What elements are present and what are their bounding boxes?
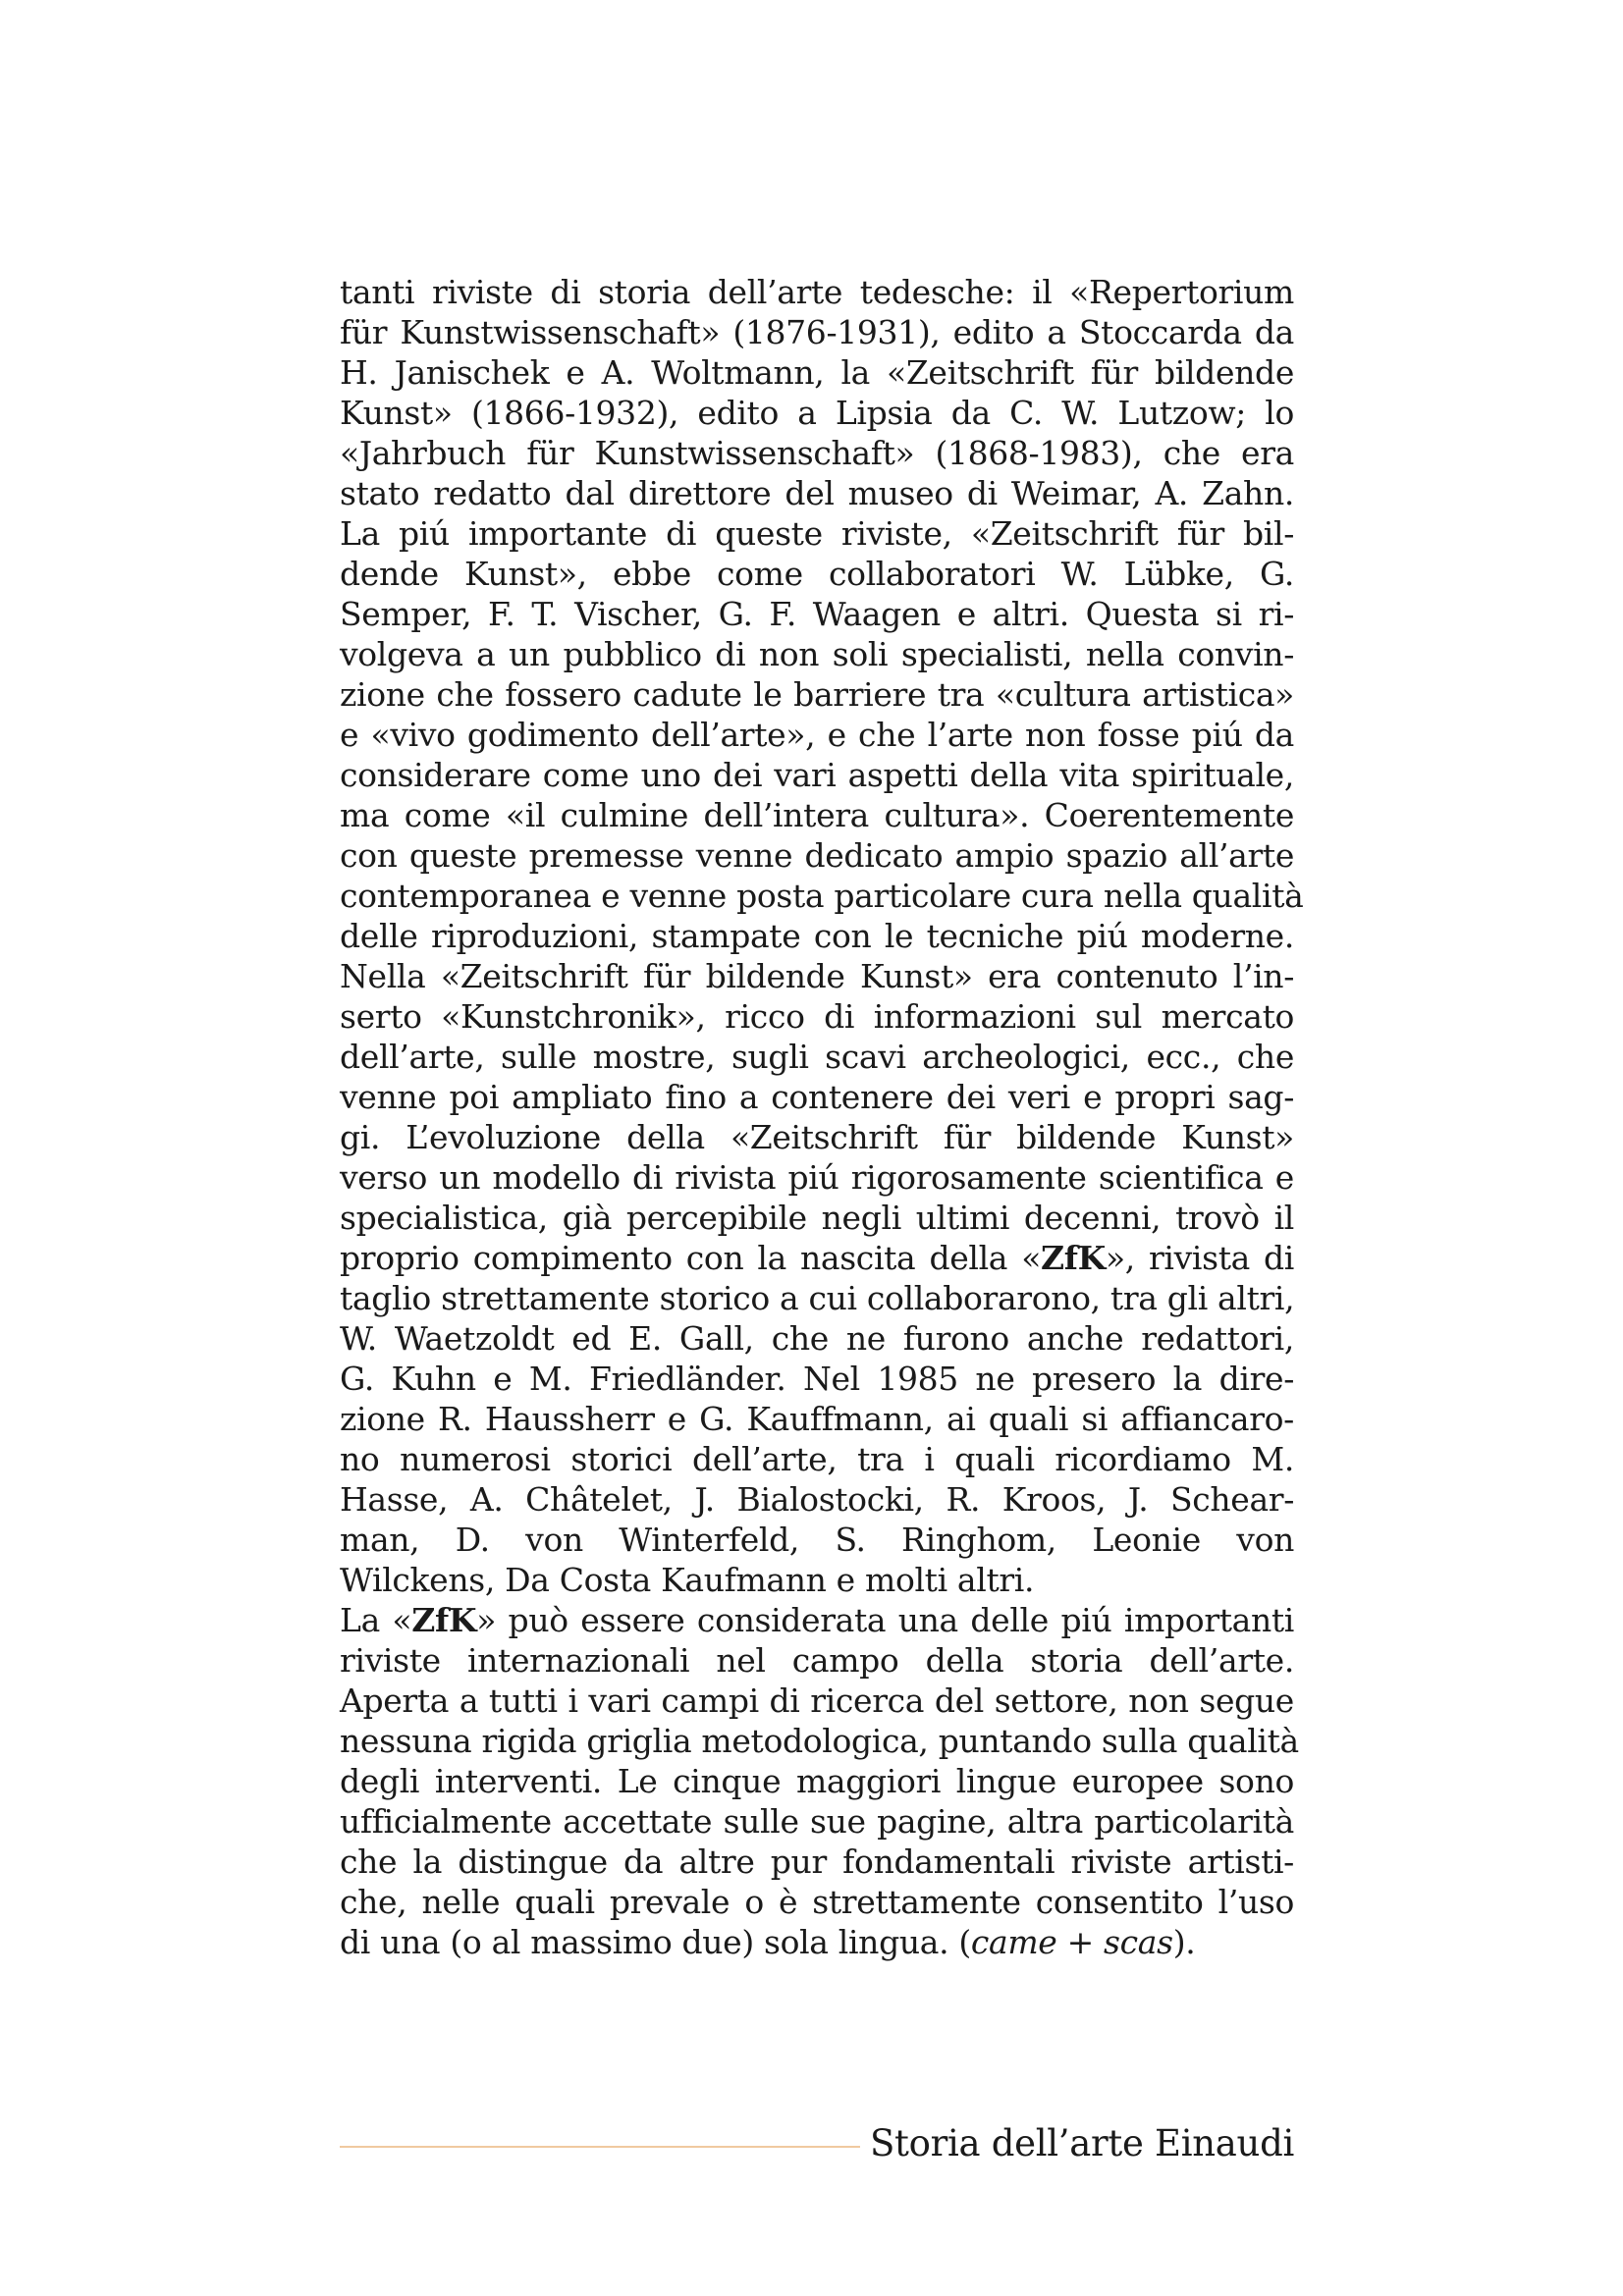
- text-line: di una (o al massimo due) sola lingua. (came + scas).: [340, 1923, 1196, 1961]
- text-line: ufficialmente accettate sulle sue pagine, altra particolarità: [340, 1802, 1294, 1841]
- text-line: Hasse, A. Châtelet, J. Bialostocki, R. Kroos, J. Schear-: [340, 1480, 1294, 1519]
- text-line: Aperta a tutti i vari campi di ricerca del settore, non segue: [340, 1682, 1294, 1720]
- text-line: considerare come uno dei vari aspetti della vita spirituale,: [340, 756, 1294, 794]
- text-line: Nella «Zeitschrift für bildende Kunst» era contenuto l’in-: [340, 957, 1294, 995]
- text-line: zione R. Haussherr e G. Kauffmann, ai quali si affiancaro-: [340, 1400, 1294, 1438]
- journal-abbreviation: ZfK: [1041, 1239, 1106, 1277]
- text-line: dell’arte, sulle mostre, sugli scavi archeologici, ecc., che: [340, 1038, 1294, 1076]
- page-footer: [340, 2120, 1294, 2169]
- text-line: G. Kuhn e M. Friedländer. Nel 1985 ne presero la dire-: [340, 1360, 1294, 1398]
- text-line: man, D. von Winterfeld, S. Ringhom, Leonie von: [340, 1521, 1294, 1559]
- text-line: La piú importante di queste riviste, «Zeitschrift für bil-: [340, 514, 1294, 553]
- author-initials: came + scas: [970, 1923, 1173, 1961]
- text-line: H. Janischek e A. Woltmann, la «Zeitschrift für bildende: [340, 353, 1294, 392]
- text-line: La «ZfK» può essere considerata una delle piú importanti: [340, 1601, 1294, 1639]
- footer-title: Storia dell’arte Einaudi: [870, 2122, 1294, 2164]
- text-line: venne poi ampliato fino a contenere dei veri e propri sag-: [340, 1078, 1294, 1116]
- text-line: nessuna rigida griglia metodologica, puntando sulla qualità: [340, 1722, 1299, 1760]
- text-line: W. Waetzoldt ed E. Gall, che ne furono anche redattori,: [340, 1319, 1294, 1358]
- text-line: verso un modello di rivista piú rigorosamente scientifica e: [340, 1158, 1294, 1197]
- text-line: Wilckens, Da Costa Kaufmann e molti altri.: [340, 1561, 1035, 1599]
- text-line: che la distingue da altre pur fondamentali riviste artisti-: [340, 1842, 1294, 1881]
- text-line: tanti riviste di storia dell’arte tedesche: il «Repertorium: [340, 273, 1294, 311]
- text-line: degli interventi. Le cinque maggiori lingue europee sono: [340, 1762, 1294, 1800]
- text-line: Kunst» (1866-1932), edito a Lipsia da C. W. Lutzow; lo: [340, 394, 1294, 432]
- text-line: zione che fossero cadute le barriere tra «cultura artistica»: [340, 675, 1294, 714]
- footer-rule: [340, 2146, 860, 2148]
- text-line: taglio strettamente storico a cui collaborarono, tra gli altri,: [340, 1279, 1295, 1317]
- text-line: contemporanea e venne posta particolare cura nella qualità: [340, 877, 1304, 915]
- text-line: gi. L’evoluzione della «Zeitschrift für bildende Kunst»: [340, 1118, 1294, 1156]
- text-line: che, nelle quali prevale o è strettamente consentito l’uso: [340, 1883, 1294, 1921]
- text-line: für Kunstwissenschaft» (1876-1931), edito a Stoccarda da: [340, 313, 1294, 351]
- journal-abbreviation: ZfK: [411, 1601, 477, 1639]
- text-line: stato redatto dal direttore del museo di Weimar, A. Zahn.: [340, 474, 1294, 512]
- text-line: delle riproduzioni, stampate con le tecniche piú moderne.: [340, 917, 1294, 955]
- text-line: con queste premesse venne dedicato ampio spazio all’arte: [340, 836, 1294, 875]
- text-line: e «vivo godimento dell’arte», e che l’arte non fosse piú da: [340, 716, 1294, 754]
- body-text: [340, 272, 1304, 1962]
- text-line: Semper, F. T. Vischer, G. F. Waagen e altri. Questa si ri-: [340, 595, 1294, 633]
- text-line: «Jahrbuch für Kunstwissenschaft» (1868-1983), che era: [340, 434, 1294, 472]
- text-line: volgeva a un pubblico di non soli specialisti, nella convin-: [340, 635, 1294, 673]
- text-line: no numerosi storici dell’arte, tra i quali ricordiamo M.: [340, 1440, 1294, 1478]
- text-line: dende Kunst», ebbe come collaboratori W. Lübke, G.: [340, 555, 1294, 593]
- text-line: ma come «il culmine dell’intera cultura». Coerentemente: [340, 796, 1294, 834]
- text-line: proprio compimento con la nascita della «ZfK», rivista di: [340, 1239, 1295, 1277]
- text-line: specialistica, già percepibile negli ultimi decenni, trovò il: [340, 1199, 1294, 1237]
- text-line: riviste internazionali nel campo della storia dell’arte.: [340, 1641, 1294, 1680]
- text-line: serto «Kunstchronik», ricco di informazioni sul mercato: [340, 997, 1294, 1036]
